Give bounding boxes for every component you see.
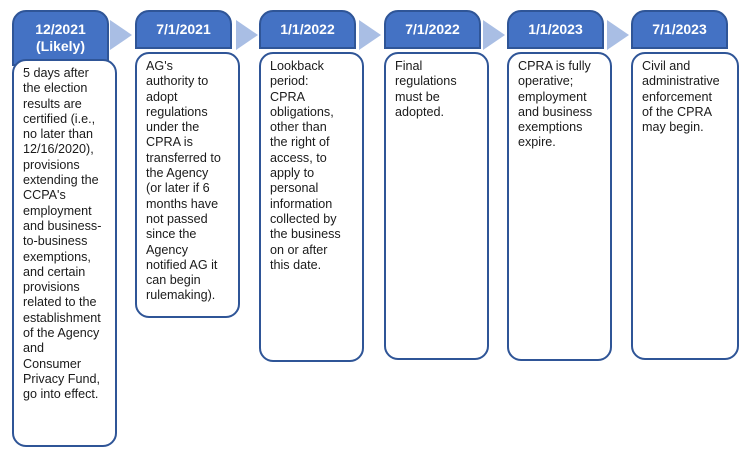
milestone-date-4: 7/1/2022 [405, 21, 460, 37]
milestone-header-3 [259, 10, 356, 49]
milestone-date-3: 1/1/2022 [280, 21, 335, 37]
milestone-date-6: 7/1/2023 [652, 21, 707, 37]
timeline-arrow-5 [607, 20, 629, 50]
milestone-qualifier-1: (Likely) [35, 38, 85, 54]
timeline-arrow-2 [236, 20, 258, 50]
milestone-card-2: AG's authority to adopt regulations under the CPRA is transferred to the Agency (or later if 6 months have not passed since the Agency notified AG it can begin rulemaking). [135, 52, 240, 318]
milestone-date-2: 7/1/2021 [156, 21, 211, 37]
milestone-card-5: CPRA is fully operative; employment and business exemptions expire. [507, 52, 612, 361]
milestone-header-1 [12, 10, 109, 66]
milestone-card-1: 5 days after the election results are certified (i.e., no later than 12/16/2020), provisions extending the CCPA's employment and business- to-business exemptions, and certain provisions related to the establishment of the Agency and Consumer Privacy Fund, go into effect. [12, 59, 117, 447]
milestone-header-5 [507, 10, 604, 49]
milestone-header-4 [384, 10, 481, 49]
milestone-date-1: 12/2021 [35, 21, 86, 37]
milestone-header-6 [631, 10, 728, 49]
timeline-arrow-1 [110, 20, 132, 50]
milestone-card-4: Final regulations must be adopted. [384, 52, 489, 360]
milestone-date-5: 1/1/2023 [528, 21, 583, 37]
milestone-card-6: Civil and administrative enforcement of the CPRA may begin. [631, 52, 739, 360]
timeline-arrow-4 [483, 20, 505, 50]
timeline-arrow-3 [359, 20, 381, 50]
milestone-header-2 [135, 10, 232, 49]
milestone-card-3: Lookback period: CPRA obligations, other than the right of access, to apply to personal information collected by the business on or after this date. [259, 52, 364, 362]
